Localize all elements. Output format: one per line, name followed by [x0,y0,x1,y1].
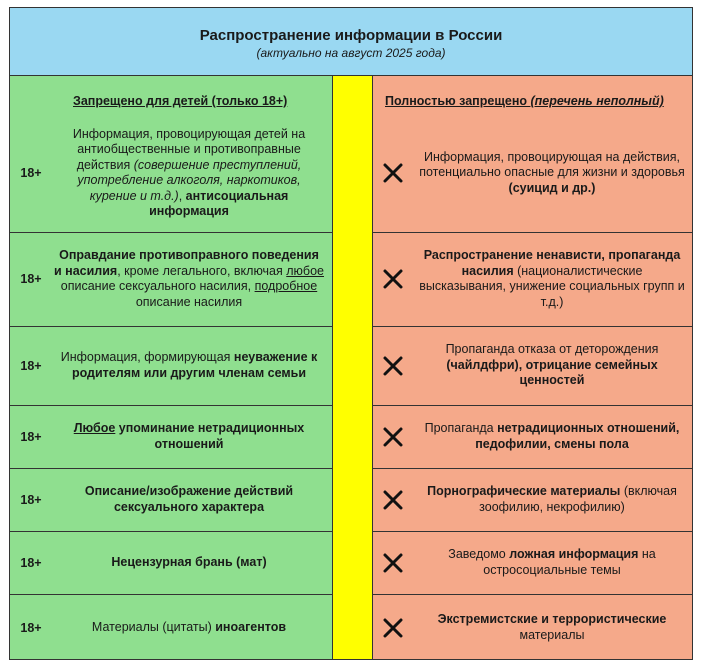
text-run: (националистические высказывания, унижение социальных групп и т.д.) [419,263,685,309]
right-cell [418,468,686,531]
text-run: описание насилия [135,294,243,309]
left-cell [54,468,324,531]
table-header [10,8,692,76]
left-cell [54,405,324,468]
text-run: (совершение преступлений, употребление алкоголя, наркотиков, курение и т.д.) [77,157,302,203]
right-cell [418,232,686,326]
page-title: Распространение информации в России [199,27,503,44]
age-label: 18+ [20,620,42,635]
left-cell [54,114,324,232]
text-run: любое [286,263,324,278]
text-run: Распространение ненависти, пропаганда насилия [423,248,681,278]
right-cell [418,405,686,468]
x-mark-icon [378,594,408,660]
text-run: описание сексуального насилия, [60,279,255,293]
text-run: Материалы (цитаты) [91,619,216,634]
right-cell [418,594,686,660]
left-cell-text [54,127,324,220]
x-mark-icon [378,326,408,405]
right-cell [418,326,686,405]
text-run: нетрадиционных отношений, педофилии, смены пола [475,421,680,451]
text-run: Пропаганда отказа от деторождения [445,342,659,357]
x-mark-icon [378,232,408,326]
text-run: Нецензурная брань (мат) [111,554,267,569]
left-cell-text [54,248,324,310]
age-label: 18+ [20,492,42,507]
age-label: 18+ [20,555,42,570]
right-cell-text [418,342,686,389]
right-cell [418,531,686,594]
left-cell [54,232,324,326]
text-run: на остросоциальные темы [483,547,656,577]
right-cell-text [418,484,686,515]
text-run: , [178,188,186,203]
x-mark-icon [378,114,408,232]
text-run: Заведомо [448,547,510,561]
age-label: 18+ [20,166,42,180]
left-cell-text [92,620,286,636]
left-cell [54,326,324,405]
text-run: неуважение к родителям или другим членам семьи [71,350,318,380]
text-run: Любое [73,421,116,435]
text-run: упоминание нетрадиционных отношений [115,421,305,451]
text-run: Информация, провоцирующая на действия, потенциально опасные для жизни и здоровья [419,149,685,180]
text-run: антисоциальная информация [149,188,289,218]
text-run: ложная информация [509,547,639,561]
left-cell [54,531,324,594]
x-mark-icon [378,531,408,594]
age-label: 18+ [20,272,42,286]
text-run: Оправдание противоправного поведения и насилия [54,248,319,278]
text-run: иноагентов [215,619,287,634]
text-run: (включая зоофилию, некрофилию) [479,484,677,514]
left-cell [54,594,324,660]
right-cell [418,114,686,232]
left-cell-text [54,484,324,515]
right-cell-text [418,612,686,643]
age-label: 18+ [20,429,42,444]
text-run: Пропаганда [424,421,498,435]
right-cell-text [418,248,686,310]
left-column-header: Запрещено для детей (только 18+) [73,94,288,108]
text-run: (суицид и др.) [508,180,596,195]
text-run: Описание/изображение действий сексуального характера [84,484,294,514]
left-cell-text [54,421,324,452]
text-run: (чайлдфри), отрицание семейных ценностей [446,357,658,388]
page-subtitle: (актуально на август 2025 года) [256,46,446,60]
right-cell-text [418,547,686,578]
text-run: Порнографические материалы [427,484,621,498]
age-label: 18+ [20,358,42,373]
right-cell-text [418,150,686,197]
x-mark-icon [378,468,408,531]
right-column-header: Полностью запрещено (перечень неполный) [385,94,664,108]
text-run: подробное [254,279,318,293]
text-run: Экстремистские и террористические [437,612,667,626]
info-table [9,7,693,660]
text-run: Информация, провоцирующая детей на антиобщественные и противоправные действия [72,126,306,172]
left-cell-text [111,555,266,571]
text-run: , кроме легального, включая [117,263,287,278]
x-mark-icon [378,405,408,468]
divider-column [332,76,373,660]
text-run: Информация, формирующая [60,350,234,364]
left-cell-text [54,350,324,381]
text-run: материалы [519,627,585,642]
right-cell-text [418,421,686,452]
